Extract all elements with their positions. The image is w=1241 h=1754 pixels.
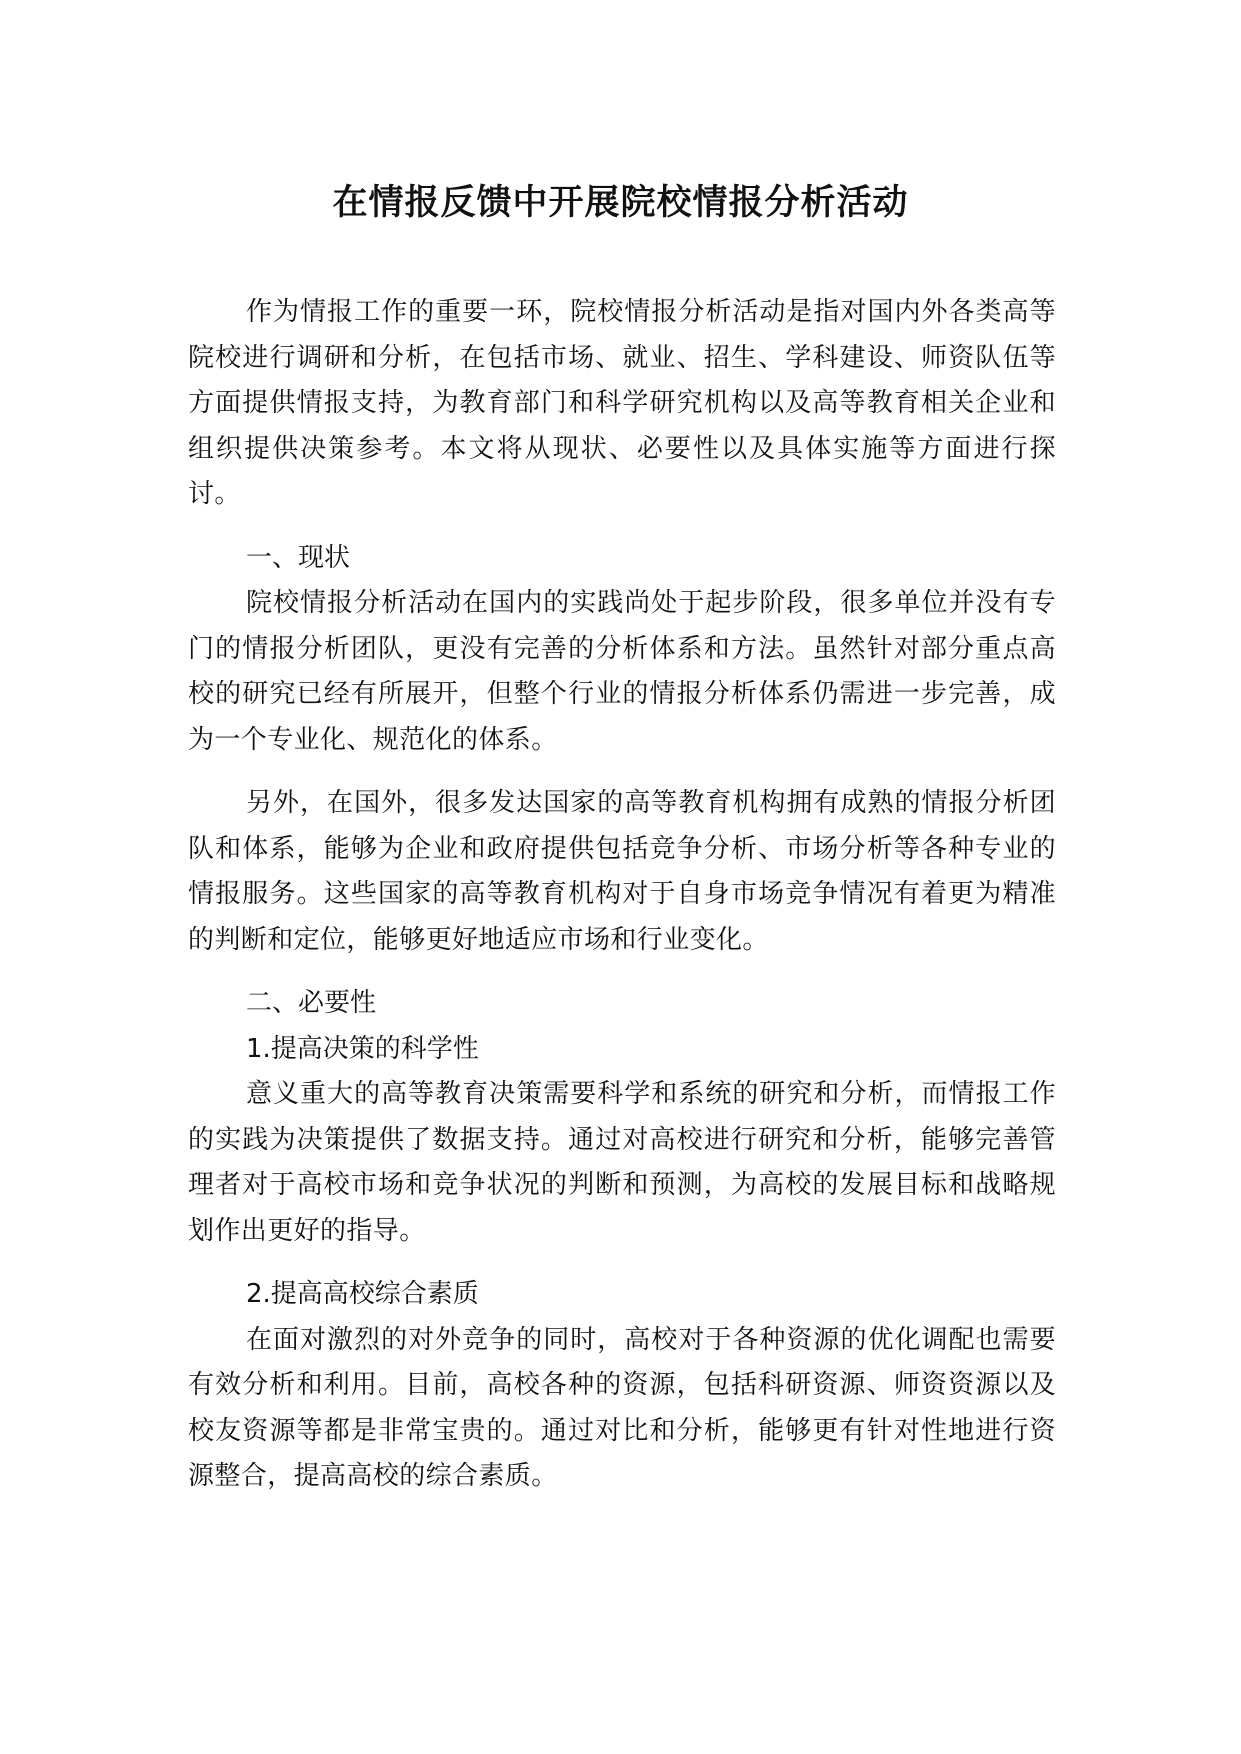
quality-paragraph: 在面对激烈的对外竞争的同时，高校对于各种资源的优化调配也需要有效分析和利用。目前，高校各种的资源，包括科研资源、师资资源以及校友资源等都是非常宝贵的。通过对比和分析，能够更有针对性地进行资源整合，提高高校的综合素质。 bbox=[188, 1324, 1056, 1491]
document-body bbox=[188, 290, 1056, 1500]
intro-paragraph: 作为情报工作的重要一环，院校情报分析活动是指对国内外各类高等院校进行调研和分析，在包括市场、就业、招生、学科建设、师资队伍等方面提供情报支持，为教育部门和科学研究机构以及高等教育相关企业和组织提供决策参考。本文将从现状、必要性以及具体实施等方面进行探讨。 bbox=[188, 297, 1056, 509]
decision-paragraph: 意义重大的高等教育决策需要科学和系统的研究和分析，而情报工作的实践为决策提供了数据支持。通过对高校进行研究和分析，能够完善管理者对于高校市场和竞争状况的判断和预测，为高校的发展目标和战略规划作出更好的指导。 bbox=[188, 1079, 1056, 1246]
status-paragraph-1: 院校情报分析活动在国内的实践尚处于起步阶段，很多单位并没有专门的情报分析团队，更没有完善的分析体系和方法。虽然针对部分重点高校的研究已经有所展开，但整个行业的情报分析体系仍需进一步完善，成为一个专业化、规范化的体系。 bbox=[188, 588, 1056, 755]
section-heading-status: 一、现状 bbox=[246, 542, 351, 573]
subheading-decision: 1.提高决策的科学性 bbox=[246, 1033, 479, 1064]
status-paragraph-2: 另外，在国外，很多发达国家的高等教育机构拥有成熟的情报分析团队和体系，能够为企业和政府提供包括竞争分析、市场分析等各种专业的情报服务。这些国家的高等教育机构对于自身市场竞争情况有着更为精准的判断和定位，能够更好地适应市场和行业变化。 bbox=[188, 788, 1056, 955]
section-heading-necessity: 二、必要性 bbox=[246, 988, 377, 1018]
document-title: 在情报反馈中开展院校情报分析活动 bbox=[332, 183, 909, 223]
subheading-quality: 2.提高高校综合素质 bbox=[246, 1279, 479, 1309]
